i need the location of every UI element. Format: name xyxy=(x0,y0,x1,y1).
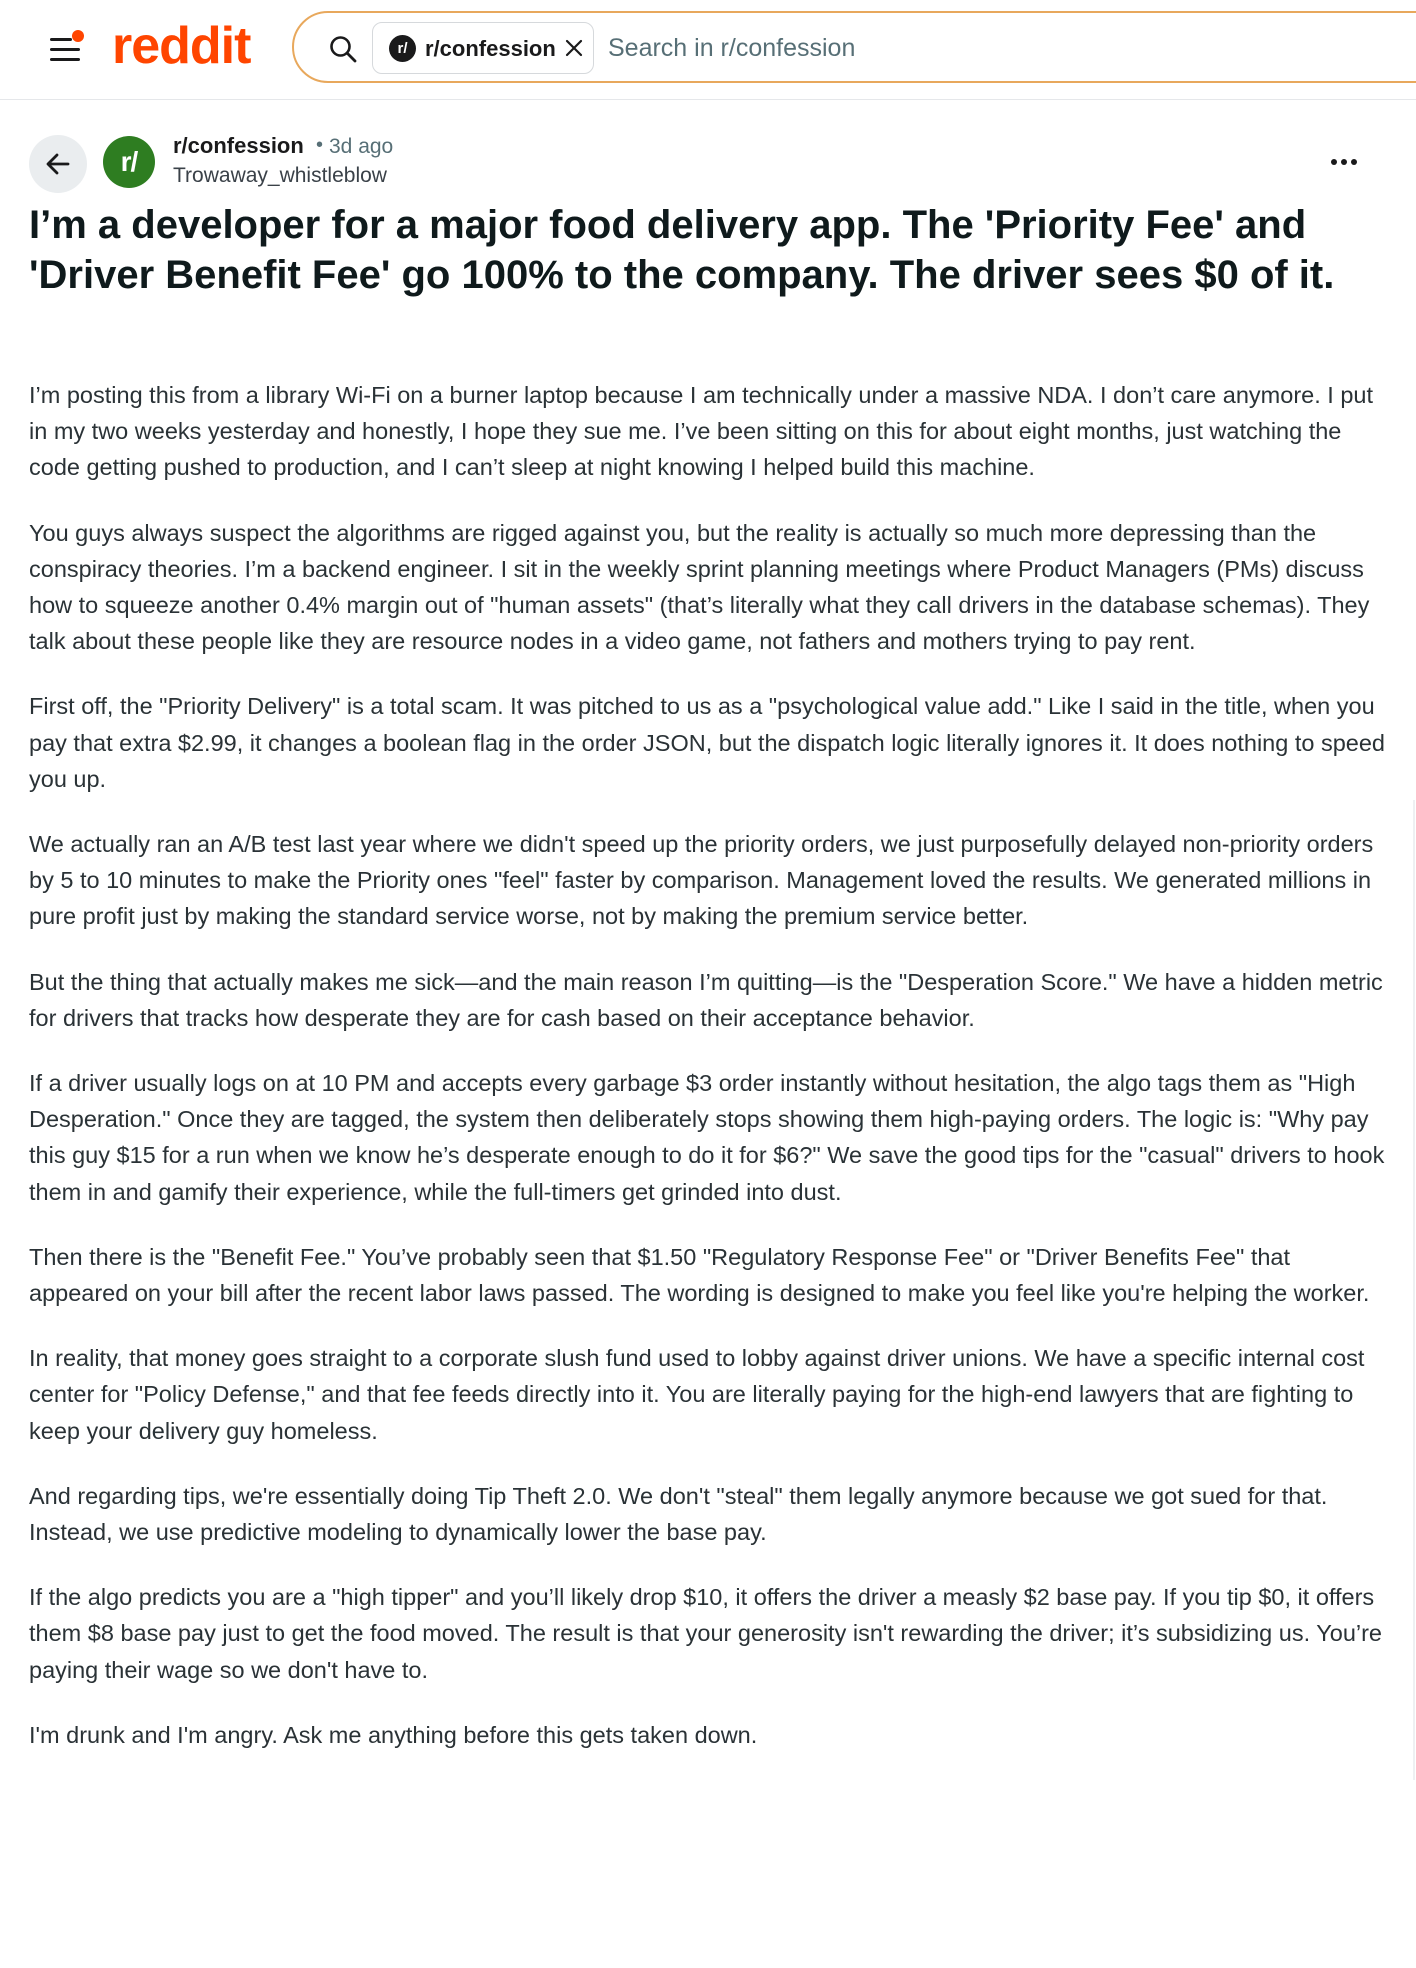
post-author[interactable]: Trowaway_whistleblow xyxy=(173,164,387,187)
subreddit-avatar[interactable]: r/ xyxy=(103,136,155,188)
post-paragraph: We actually ran an A/B test last year where we didn't speed up the priority orders, we just purposefully delayed non-priority orders by 5 to 10 minutes to make the Priority ones "feel" faster by comparison. Management loved the results. We generated millions in pure profit just by making the standard service worse, not by making the premium service better. xyxy=(29,831,1374,930)
meta-separator: • xyxy=(316,134,324,156)
post-body xyxy=(29,377,1389,1782)
post-paragraph: If a driver usually logs on at 10 PM and accepts every garbage $3 order instantly without hesitation, the algo tags them as "High Desperation." Once they are tagged, the system then deliberately stops showing them high-paying orders. The logic is: "Why pay this guy $15 for a run when we know he’s desperate enough to do it for $6?" We save the good tips for the "casual" drivers to hook them in and gamify their experience, while the full-timers get grinded into dust. xyxy=(29,1070,1385,1205)
arrow-left-icon xyxy=(44,150,72,178)
community-chip-label: r/confession xyxy=(425,36,556,61)
close-icon[interactable] xyxy=(563,37,585,59)
post-paragraph: First off, the "Priority Delivery" is a total scam. It was pitched to us as a "psychological value add." Like I said in the title, when you pay that extra $2.99, it changes a boolean flag in the order JSON, but the dispatch logic literally ignores it. It does nothing to speed you up. xyxy=(29,693,1386,792)
page-edge-divider xyxy=(1413,800,1415,1780)
search-input[interactable] xyxy=(606,25,1110,71)
search-bar[interactable] xyxy=(292,11,1416,83)
community-filter-chip[interactable] xyxy=(372,22,594,74)
top-navigation-bar xyxy=(0,0,1416,100)
post-paragraph: I'm drunk and I'm angry. Ask me anything before this gets taken down. xyxy=(29,1721,758,1748)
subreddit-chip-icon: r/ xyxy=(389,35,416,62)
post-age: 3d ago xyxy=(329,135,394,158)
subreddit-name[interactable]: r/confession xyxy=(173,133,304,158)
post-paragraph: But the thing that actually makes me sick—and the main reason I’m quitting—is the "Desperation Score." We have a hidden metric for drivers that tracks how desperate they are for cash based on their acceptance behavior. xyxy=(29,968,1383,1031)
post-paragraph: Then there is the "Benefit Fee." You’ve probably seen that $1.50 "Regulatory Response Fee" or "Driver Benefits Fee" that appeared on your bill after the recent labor laws passed. The wording is designed to make you feel like you're helping the worker. xyxy=(29,1243,1370,1307)
notification-dot xyxy=(72,30,84,42)
post-paragraph: If the algo predicts you are a "high tipper" and you’ll likely drop $10, it offers the driver a measly $2 base pay. If you tip $0, it offers them $8 base pay just to get the food moved. The result is that your generosity isn't rewarding the driver; it’s subsidizing us. You’re paying their wage so we don't have to. xyxy=(29,1584,1383,1683)
post-paragraph: And regarding tips, we're essentially doing Tip Theft 2.0. We don't "steal" them legally anymore because we got sued for that. Instead, we use predictive modeling to dynamically lower the base pay. xyxy=(29,1482,1328,1546)
post-paragraph: You guys always suspect the algorithms are rigged against you, but the reality is actually so much more depressing than the conspiracy theories. I’m a backend engineer. I sit in the weekly sprint planning meetings where Product Managers (PMs) discuss how to squeeze another 0.4% margin out of "human assets" (that’s literally what they call drivers in the database schemas). They talk about these people like they are resource nodes in a video game, not fathers and mothers trying to pay rent. xyxy=(29,519,1370,655)
post-title: I’m a developer for a major food delivery app. The 'Priority Fee' and 'Driver Benefit Fee' go 100% to the company. The driver sees $0 of it. xyxy=(29,203,1335,297)
search-icon xyxy=(328,34,358,64)
post-paragraph: I’m posting this from a library Wi-Fi on a burner laptop because I am technically under a massive NDA. I don’t care anymore. I put in my two weeks yesterday and honestly, I hope they sue me. I’ve been sitting on this for about eight months, just watching the code getting pushed to production, and I can’t sleep at night knowing I helped build this machine. xyxy=(29,382,1373,481)
menu-line xyxy=(50,48,80,51)
back-button[interactable] xyxy=(29,135,87,193)
menu-line xyxy=(50,58,80,61)
reddit-logo[interactable]: reddit xyxy=(112,17,251,75)
post-paragraph: In reality, that money goes straight to a corporate slush fund used to lobby against driver unions. We have a specific internal cost center for "Policy Defense," and that fee feeds directly into it. You are literally paying for the high-end lawyers that are fighting to keep your delivery guy homeless. xyxy=(29,1345,1365,1444)
hamburger-menu-icon[interactable] xyxy=(46,32,84,66)
ellipsis-icon[interactable] xyxy=(1327,150,1361,174)
menu-line xyxy=(50,38,72,41)
